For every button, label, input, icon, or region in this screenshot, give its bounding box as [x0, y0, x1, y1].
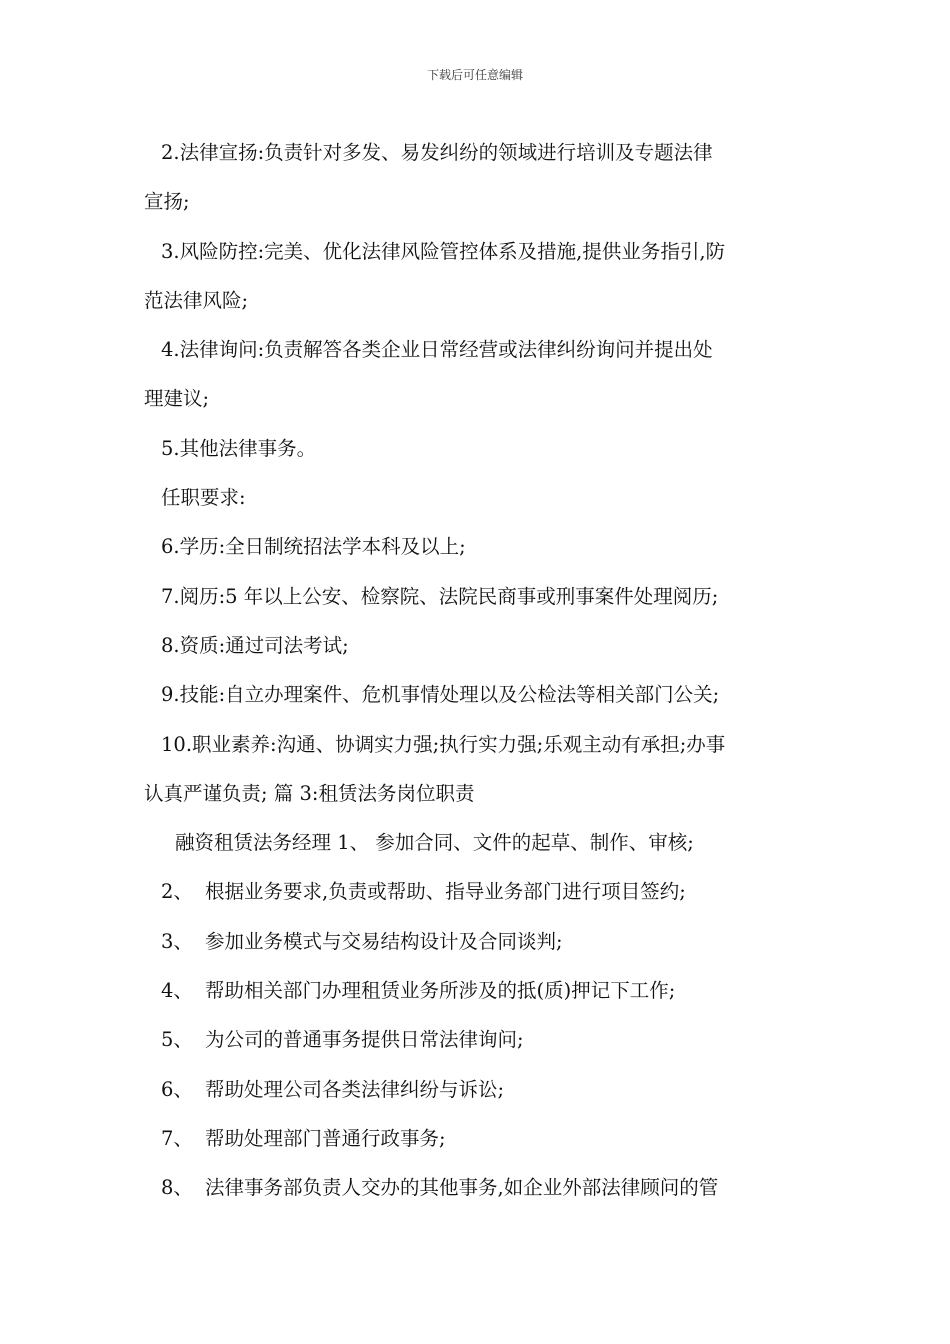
list-item-number: 5、: [161, 1028, 193, 1052]
list-item-text: 参加业务模式与交易结构设计及合同谈判;: [205, 929, 563, 953]
list-item: [144, 917, 814, 966]
list-item-number: 6、: [161, 1077, 193, 1101]
paragraph-line: 5.其他法律事务。: [161, 436, 317, 460]
paragraph-line: 认真严谨负责; 篇 3:租赁法务岗位职责: [144, 781, 475, 805]
list-item: [144, 1065, 814, 1114]
list-item-text: 根据业务要求,负责或帮助、指导业务部门进行项目签约;: [205, 880, 686, 904]
list-item-number: 4、: [161, 979, 193, 1003]
list-item-text: 为公司的普通事务提供日常法律询问;: [205, 1028, 524, 1052]
list-item-text: 帮助处理公司各类法律纠纷与诉讼;: [205, 1077, 505, 1101]
list-item-number: 3、: [161, 929, 193, 953]
list-item-number: 7、: [161, 1126, 193, 1150]
list-item: [144, 867, 814, 916]
list-item-number: 8、: [161, 1176, 193, 1200]
list-item: [144, 1015, 814, 1064]
section-heading: 任职要求:: [161, 486, 246, 510]
paragraph-line: 10.职业素养:沟通、协调实力强;执行实力强;乐观主动有承担;办事: [161, 732, 726, 756]
paragraph-line: 宣扬;: [144, 190, 190, 214]
list-item: [144, 1114, 814, 1163]
paragraph-line: 理建议;: [144, 387, 210, 411]
paragraph-line: 3.风险防控:完美、优化法律风险管控体系及措施,提供业务指引,防: [161, 239, 726, 263]
list-item-text: 帮助处理部门普通行政事务;: [205, 1126, 446, 1150]
paragraph-line: 7.阅历:5 年以上公安、检察院、法院民商事或刑事案件处理阅历;: [161, 584, 719, 608]
paragraph-line: 4.法律询问:负责解答各类企业日常经营或法律纠纷询问并提出处: [161, 338, 713, 362]
list-item: [144, 1163, 814, 1212]
list-item: [144, 966, 814, 1015]
document-body: [144, 128, 814, 1213]
paragraph-line: 2.法律宣扬:负责针对多发、易发纠纷的领域进行培训及专题法律: [161, 141, 713, 164]
page-header: 下载后可任意编辑: [426, 68, 523, 82]
list-item-text: 法律事务部负责人交办的其他事务,如企业外部法律顾问的管: [205, 1176, 719, 1200]
paragraph-line: 8.资质:通过司法考试;: [161, 633, 349, 657]
list-item-number: 2、: [161, 880, 193, 904]
list-item-text: 帮助相关部门办理租赁业务所涉及的抵(质)押记下工作;: [205, 979, 676, 1003]
paragraph-line: 9.技能:自立办理案件、危机事情处理以及公检法等相关部门公关;: [161, 683, 720, 707]
paragraph-line: 6.学历:全日制统招法学本科及以上;: [161, 535, 466, 559]
paragraph-line: 范法律风险;: [144, 288, 249, 312]
paragraph-line: 融资租赁法务经理 1、 参加合同、文件的起草、制作、审核;: [175, 831, 694, 855]
